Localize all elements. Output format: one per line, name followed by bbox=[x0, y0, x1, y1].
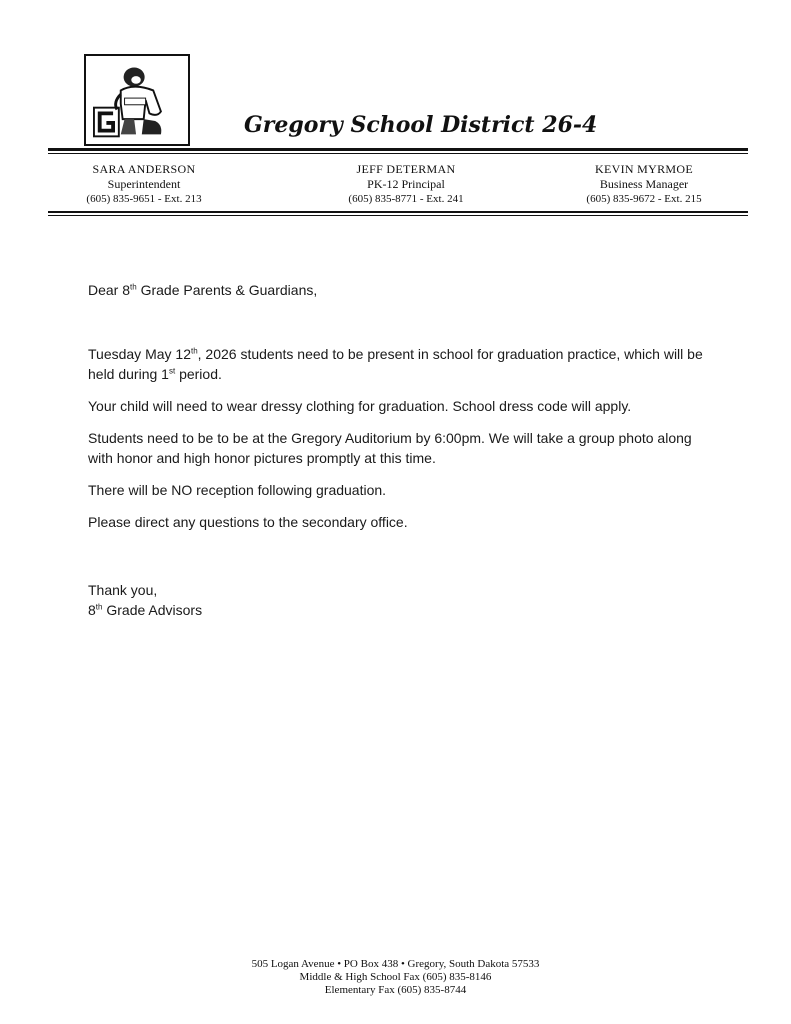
footer-address bbox=[0, 958, 791, 997]
footer-line: 505 Logan Avenue • PO Box 438 • Gregory, South Dakota 57533 bbox=[251, 958, 540, 970]
gorilla-mascot-icon bbox=[86, 56, 188, 144]
staff-name: KEVIN MYRMOE bbox=[595, 162, 693, 176]
paragraph-dress-code: Your child will need to wear dressy clothing for graduation. School dress code will apply. bbox=[88, 398, 632, 414]
header-rule-top bbox=[48, 148, 748, 151]
salutation: Dear 8th Grade Parents & Guardians, bbox=[88, 282, 318, 298]
header-rule-top-thin bbox=[48, 153, 748, 154]
staff-phone: (605) 835-9651 - Ext. 213 bbox=[86, 193, 202, 205]
staff-business-manager bbox=[534, 162, 754, 207]
paragraph-reception: There will be NO reception following graduation. bbox=[88, 482, 387, 498]
paragraph-questions: Please direct any questions to the secondary office. bbox=[88, 514, 408, 530]
staff-name: JEFF DETERMAN bbox=[356, 162, 456, 176]
header-rule-bottom bbox=[48, 211, 748, 213]
district-title: Gregory School District 26-4 bbox=[244, 112, 598, 138]
footer-line: Middle & High School Fax (605) 835-8146 bbox=[299, 971, 492, 983]
staff-principal bbox=[296, 162, 516, 207]
paragraph-auditorium: Students need to be to be at the Gregory Auditorium by 6:00pm. We will take a group photo along with honor and high honor pictures promptly at this time. bbox=[88, 430, 692, 466]
signature: 8th Grade Advisors bbox=[88, 602, 203, 618]
staff-name: SARA ANDERSON bbox=[92, 162, 196, 176]
staff-phone: (605) 835-9672 - Ext. 215 bbox=[586, 193, 702, 205]
paragraph-practice: Tuesday May 12th, 2026 students need to be present in school for graduation practice, which will be held during 1st period. bbox=[88, 346, 703, 382]
staff-title: Superintendent bbox=[107, 177, 181, 191]
closing: Thank you, bbox=[88, 582, 158, 598]
letter-body bbox=[88, 280, 708, 620]
footer-line: Elementary Fax (605) 835-8744 bbox=[324, 984, 467, 996]
staff-phone: (605) 835-8771 - Ext. 241 bbox=[348, 193, 464, 205]
school-logo bbox=[84, 54, 190, 146]
staff-title: PK-12 Principal bbox=[367, 177, 445, 191]
header-rule-bottom-thin bbox=[48, 215, 748, 216]
staff-title: Business Manager bbox=[599, 177, 689, 191]
staff-superintendent bbox=[34, 162, 254, 207]
